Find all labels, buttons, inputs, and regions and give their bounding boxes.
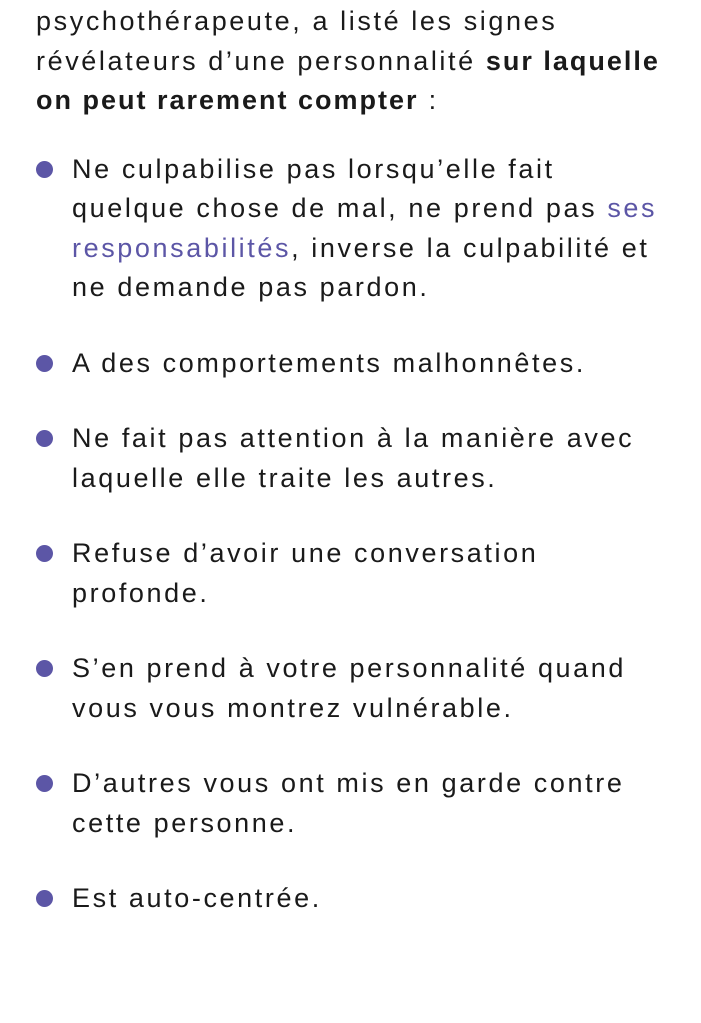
list-item (36, 764, 671, 843)
list-item-text-end: , inverse la culpabilité et ne demande pas pardon. (72, 232, 650, 302)
bullet-dot-icon (36, 660, 53, 677)
bullet-dot-icon (36, 890, 53, 907)
bullet-dot-icon (36, 355, 53, 372)
intro-text: psychothérapeute, a listé les signes révélateurs d’une personnalité (36, 6, 558, 76)
bullet-dot-icon (36, 775, 53, 792)
bullet-dot-icon (36, 545, 53, 562)
intro-text-end: : (418, 85, 439, 115)
intro-bold-text: sur laquelle on peut rarement compter (36, 45, 660, 115)
list-item-text: A des comportements malhonnêtes. (72, 347, 586, 378)
list-item (36, 879, 671, 919)
list-item-text: Ne culpabilise pas lorsqu’elle fait quelque chose de mal, ne prend pas (72, 153, 608, 223)
list-item-text: Ne fait pas attention à la manière avec laquelle elle traite les autres. (72, 423, 635, 493)
list-item-text: Refuse d’avoir une conversation profonde. (72, 538, 539, 608)
list-item (36, 150, 671, 308)
list-item (36, 419, 671, 498)
list-item (36, 344, 671, 384)
list-item-text: Est auto-centrée. (72, 883, 322, 913)
list-item-text: D’autres vous ont mis en garde contre cette personne. (72, 768, 625, 838)
list-item (36, 649, 671, 728)
list-item (36, 534, 671, 613)
list-item-text: S’en prend à votre personnalité quand vous vous montrez vulnérable. (72, 653, 627, 723)
bullet-dot-icon (36, 161, 53, 178)
responsabilites-link[interactable]: ses responsabilités (72, 193, 658, 263)
intro-paragraph (36, 2, 671, 121)
bullet-dot-icon (36, 430, 53, 447)
signs-list (36, 150, 671, 919)
